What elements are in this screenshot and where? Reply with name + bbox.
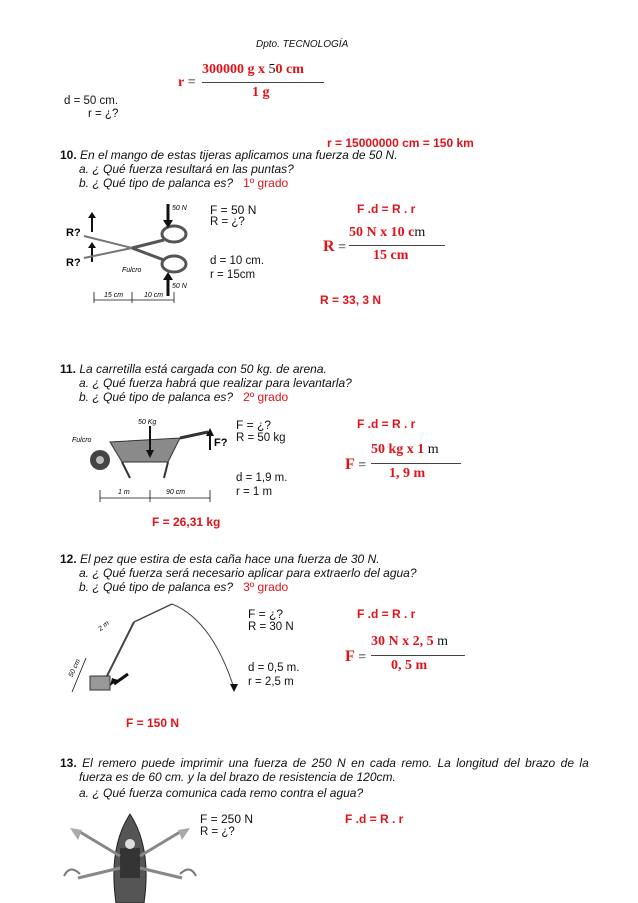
q12-b <box>79 580 288 594</box>
q11-d: d = 1,9 m. <box>236 472 288 484</box>
q13-F: F = 250 N <box>200 812 254 826</box>
q12-d: d = 0,5 m. <box>248 662 300 674</box>
formula-q11-den: 1, 9 m <box>389 466 426 481</box>
q13-number: 13. <box>60 756 77 770</box>
formula-q10-den: 15 cm <box>373 248 409 263</box>
wheelbarrow-label-50kg: 50 Kg <box>138 419 157 426</box>
formula-q12-num-unit: m <box>437 634 449 649</box>
rowboat-image <box>60 808 200 903</box>
q10-result: R = 33, 3 N <box>320 293 382 307</box>
fishing-rod-image <box>62 600 242 706</box>
q10-law: F .d = R . r <box>357 202 416 216</box>
q11-R: R = 50 kg <box>236 432 286 444</box>
formula-q11-num: 50 kg x 1 <box>371 442 428 457</box>
q11-r: r = 1 m <box>236 486 273 498</box>
formula-q10: R = 50 N x 10 cm 15 cm <box>323 225 463 269</box>
q10-number: 10. <box>60 148 77 162</box>
q11-a: a. ¿ Qué fuerza habrá que realizar para levantarla? <box>79 376 352 390</box>
fishing-label-50cm: 50 cm <box>67 658 83 679</box>
q13-statement <box>60 756 589 770</box>
wheelbarrow-label-fulcro: Fulcro <box>72 437 92 444</box>
q12-r: r = 2,5 m <box>248 676 294 688</box>
q11-law: F .d = R . r <box>357 417 416 431</box>
formula-top: r = 300000 g x 50 cm 1 g <box>178 62 338 106</box>
q12-statement <box>60 552 380 566</box>
scissors-image <box>64 196 204 304</box>
formula-q11-num-unit: m <box>427 442 439 457</box>
q13-text-line1: El remero puede imprimir una fuerza de 250 N en cada remo. La longitud del brazo de la <box>82 756 589 770</box>
q10-R: R = ¿? <box>210 216 245 228</box>
q13-law: F .d = R . r <box>345 812 404 826</box>
q11-result: F = 26,31 kg <box>152 515 221 529</box>
formula-q12-num: 30 N x 2, 5 <box>371 634 438 649</box>
q10-d: d = 10 cm. <box>210 255 265 267</box>
top-r: r = ¿? <box>88 108 119 120</box>
formula-num-unit: 0 cm <box>275 62 304 77</box>
scissors-label-f1: 50 N <box>172 205 187 212</box>
top-d: d = 50 cm. <box>64 95 119 107</box>
fishing-label-2m: 2 m <box>97 619 111 633</box>
formula-q10-num: 50 N x 10 c <box>349 225 415 240</box>
formula-q12-den: 0, 5 m <box>391 658 428 673</box>
q12-b-text: b. ¿ Qué tipo de palanca es? <box>79 580 234 594</box>
q10-F: F = 50 N <box>210 203 257 217</box>
formula-num: 300000 g x <box>202 62 269 77</box>
formula-num-digit: 5 <box>268 62 276 77</box>
formula-den: 1 g <box>252 85 270 100</box>
q10-r: r = 15cm <box>210 269 256 281</box>
q12-result: F = 150 N <box>126 716 180 730</box>
formula-q12-lhs: F <box>345 648 355 665</box>
formula-q10-num-unit: m <box>414 225 426 240</box>
formula-q12: F = 30 N x 2, 5 m 0, 5 m <box>345 634 485 678</box>
scissors-label-15cm: 15 cm <box>104 292 124 299</box>
scissors-label-r2: R? <box>66 257 81 269</box>
wheelbarrow-image <box>70 412 230 504</box>
q11-b <box>79 390 288 404</box>
q11-statement <box>60 362 327 376</box>
formula-q11-lhs: F <box>345 456 355 473</box>
wheelbarrow-label-f: F? <box>214 437 228 449</box>
formula-q10-lhs: R <box>323 238 335 255</box>
q11-number: 11. <box>60 362 77 376</box>
q12-number: 12. <box>60 552 77 566</box>
q11-F: F = ¿? <box>236 418 272 432</box>
q10-b-text: b. ¿ Qué tipo de palanca es? <box>79 176 234 190</box>
q12-R: R = 30 N <box>248 621 294 633</box>
page-header: Dpto. TECNOLOGÍA <box>256 39 349 50</box>
formula-lhs: r <box>178 75 185 90</box>
q10-b-answer: 1º grado <box>243 176 289 190</box>
q11-text: La carretilla está cargada con 50 kg. de arena. <box>79 362 327 376</box>
q12-b-answer: 3º grado <box>243 580 289 594</box>
top-result: r = 15000000 cm = 150 km <box>327 136 474 150</box>
q10-statement <box>60 148 398 162</box>
scissors-label-f2: 50 N <box>172 283 187 290</box>
q12-law: F .d = R . r <box>357 607 416 621</box>
q13-a: a. ¿ Qué fuerza comunica cada remo contra el agua? <box>79 786 364 800</box>
formula-q11: F = 50 kg x 1 m 1, 9 m <box>345 442 485 486</box>
q10-text: En el mango de estas tijeras aplicamos una fuerza de 50 N. <box>80 148 398 162</box>
q10-a: a. ¿ Qué fuerza resultará en las puntas? <box>79 162 294 176</box>
wheelbarrow-label-1m: 1 m <box>118 489 130 496</box>
q11-b-text: b. ¿ Qué tipo de palanca es? <box>79 390 234 404</box>
q12-text: El pez que estira de esta caña hace una fuerza de 30 N. <box>80 552 380 566</box>
q12-a: a. ¿ Qué fuerza será necesario aplicar para extraerlo del agua? <box>79 566 417 580</box>
q11-b-answer: 2º grado <box>243 390 289 404</box>
q12-F: F = ¿? <box>248 607 284 621</box>
scissors-label-r1: R? <box>66 227 81 239</box>
q13-text-line2: fuerza es de 60 cm. y la del brazo de resistencia de 120cm. <box>79 770 396 784</box>
q13-R: R = ¿? <box>200 826 235 838</box>
q10-b <box>79 176 288 190</box>
scissors-label-10cm: 10 cm <box>144 292 164 299</box>
scissors-label-fulcro: Fulcro <box>122 267 142 274</box>
wheelbarrow-label-90cm: 90 cm <box>166 489 186 496</box>
